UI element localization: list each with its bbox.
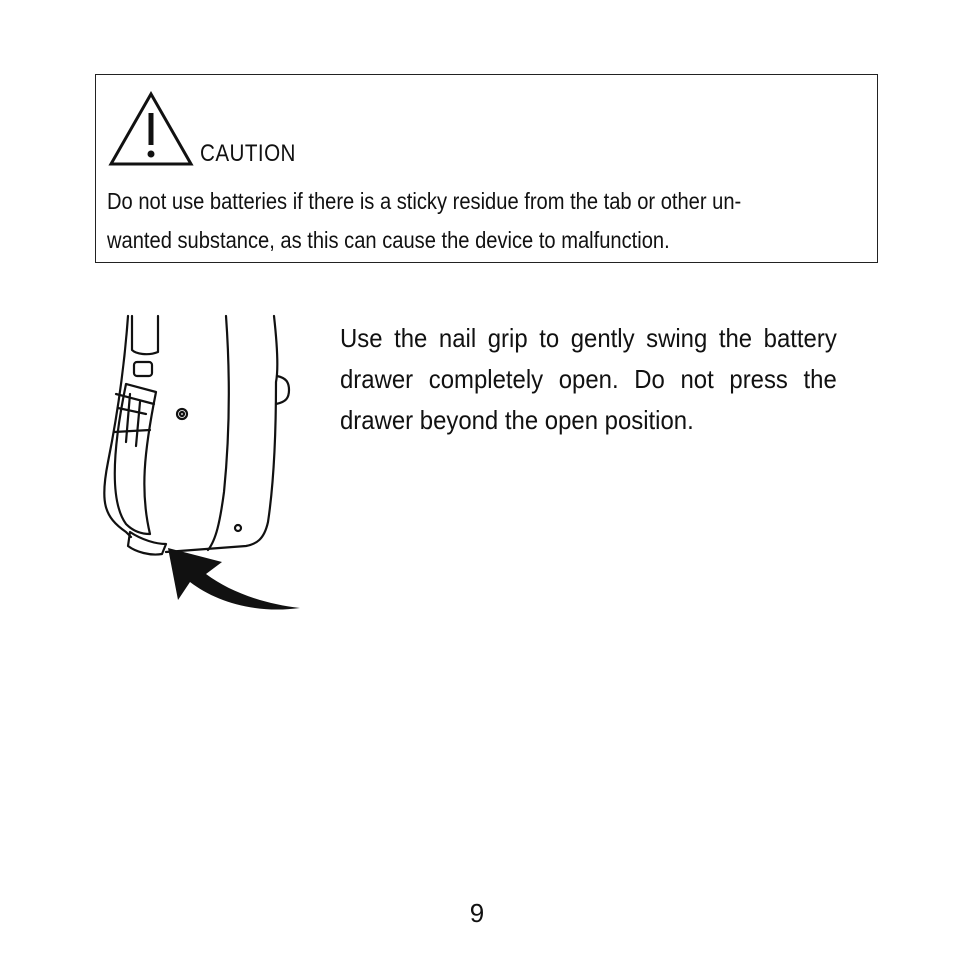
instruction-line: Use the nail grip to gently swing the battery [340, 323, 837, 353]
instruction-text [340, 318, 880, 441]
instruction-line: drawer completely open. Do not press the [340, 364, 837, 394]
curved-arrow-icon [168, 548, 300, 610]
caution-text [107, 182, 877, 260]
caution-text-line: Do not use batteries if there is a sticky residue from the tab or other un- [107, 188, 742, 214]
hearing-aid-icon [104, 316, 289, 555]
caution-text-line: wanted substance, as this can cause the device to malfunction. [107, 227, 670, 253]
warning-triangle-icon [108, 91, 194, 167]
hearing-aid-illustration [96, 312, 306, 622]
page-number: 9 [469, 898, 485, 928]
caution-box [95, 74, 878, 263]
caution-title: CAUTION [200, 140, 296, 167]
instruction-line: drawer beyond the open position. [340, 405, 694, 435]
